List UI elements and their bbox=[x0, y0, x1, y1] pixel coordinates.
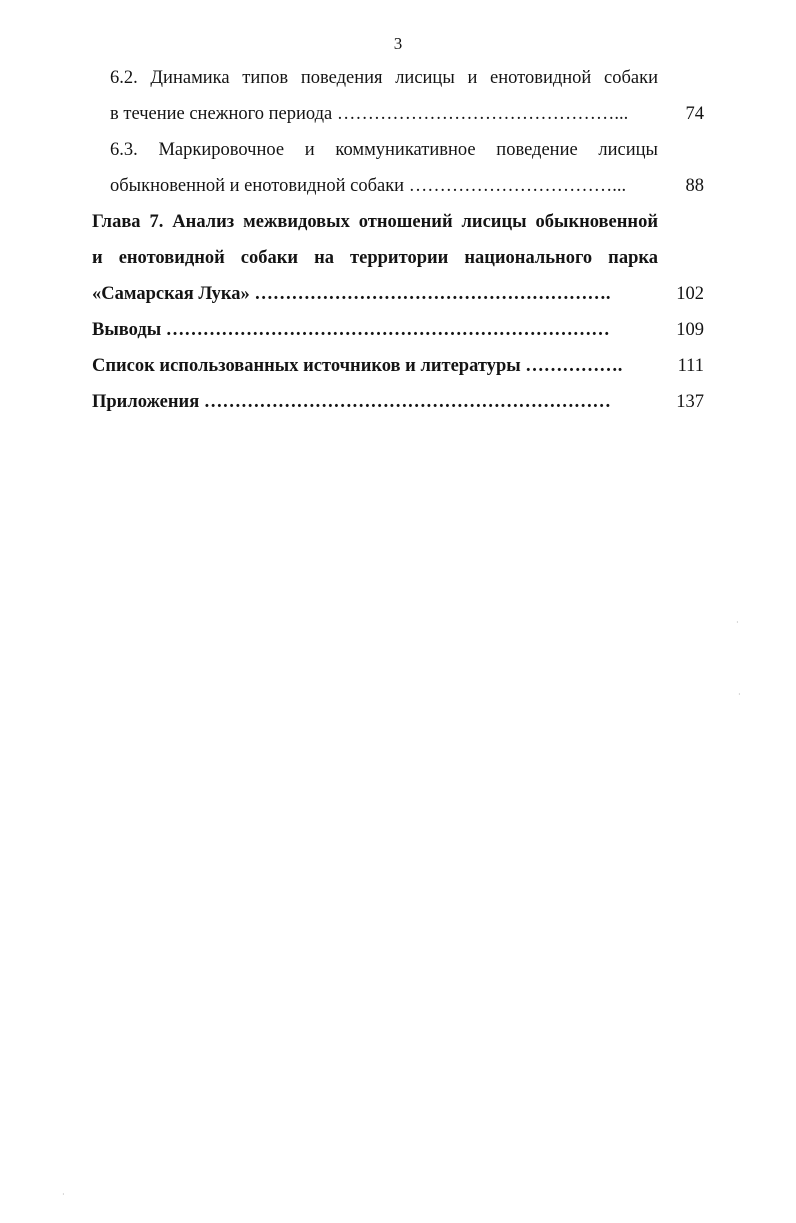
toc-page-number: 74 bbox=[685, 104, 704, 124]
toc-entry-text: «Самарская Лука» …………………………………………………. bbox=[92, 284, 611, 304]
toc-entry-text: Выводы ……………………………………………………………… bbox=[92, 320, 610, 340]
toc-entry-text: и енотовидной собаки на территории национального парка bbox=[92, 248, 658, 268]
toc-page-number: 88 bbox=[685, 176, 704, 196]
scan-speck: · bbox=[738, 690, 741, 699]
toc-page-number: 109 bbox=[676, 320, 704, 340]
toc-entry-text: в течение снежного периода ………………………………………... bbox=[110, 104, 629, 124]
toc-entry-conclusions bbox=[92, 312, 704, 348]
toc-entry-chapter-7-line-2 bbox=[92, 240, 704, 276]
toc-entry-text: 6.2. Динамика типов поведения лисицы и енотовидной собаки bbox=[110, 68, 658, 88]
scan-speck: · bbox=[62, 1190, 65, 1199]
toc-entry-appendices bbox=[92, 384, 704, 420]
toc-entry-6-2-line-1 bbox=[92, 60, 704, 96]
toc-page-number: 137 bbox=[676, 392, 704, 412]
toc-entry-text: обыкновенной и енотовидной собаки ……………………………... bbox=[110, 176, 627, 196]
toc-page-number: 111 bbox=[677, 356, 704, 376]
toc-entry-text: 6.3. Маркировочное и коммуникативное поведение лисицы bbox=[110, 140, 658, 160]
toc-page-number: 102 bbox=[676, 284, 704, 304]
toc-entry-references bbox=[92, 348, 704, 384]
scan-speck: · bbox=[736, 618, 739, 627]
toc-entry-chapter-7-line-3 bbox=[92, 276, 704, 312]
toc-entry-6-3-line-2 bbox=[92, 168, 704, 204]
page-number: 3 bbox=[393, 34, 403, 53]
toc-entry-6-2-line-2 bbox=[92, 96, 704, 132]
toc-entry-chapter-7-line-1 bbox=[92, 204, 704, 240]
toc-entry-text: Приложения ………………………………………………………… bbox=[92, 392, 611, 412]
toc-entry-text: Список использованных источников и литературы ……………. bbox=[92, 356, 623, 376]
toc-entry-6-3-line-1 bbox=[92, 132, 704, 168]
table-of-contents bbox=[92, 60, 704, 420]
toc-entry-text: Глава 7. Анализ межвидовых отношений лисицы обыкновенной bbox=[92, 212, 658, 232]
